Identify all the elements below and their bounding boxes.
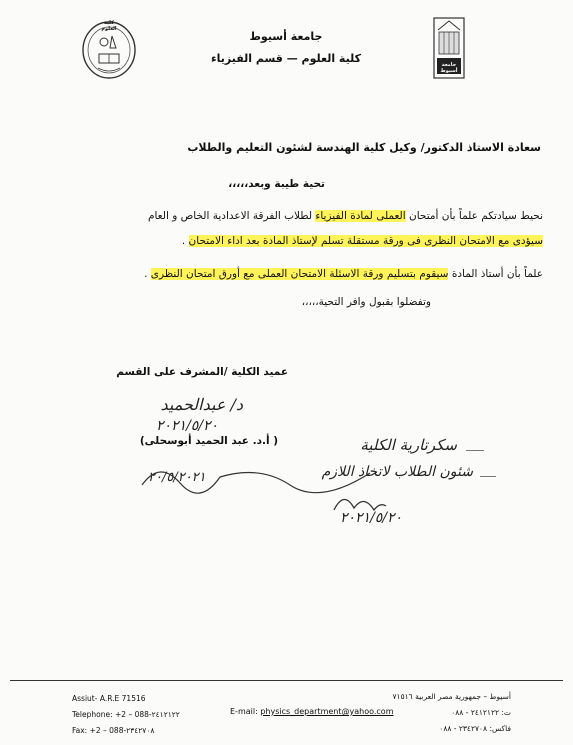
email-label: E-mail: <box>230 707 258 716</box>
p2-start: علماً بأن أستاذ المادة <box>448 268 543 280</box>
note-line-1-dash <box>466 450 484 451</box>
note-line-3: ٢٠٢١/٥/٢٠ <box>340 510 403 526</box>
footer-fax-en: Fax: +2 – 088-٢٣٤٢٧٠٨ <box>72 726 155 735</box>
signatory-name: ( أ.د. عبد الحميد أبوسحلى) <box>139 435 278 447</box>
addressee-line: سعادة الاستاذ الدكتور/ وكيل كلية الهندسة لشئون التعليم والطلاب <box>187 141 541 154</box>
email-link[interactable]: physics_department@yahoo.com <box>260 707 394 716</box>
note-line-2-dash <box>480 476 496 477</box>
handwritten-signature-name: د/ عبدالحميد <box>160 395 243 414</box>
p1-line1-start: نحيط سيادتكم علماً بأن أمتحان <box>405 210 543 222</box>
footer-address-en: Assiut- A.R.E 71516 <box>72 694 146 703</box>
footer-telephone-en: Telephone: +2 – 088-٢٤١٢١٢٢ <box>72 710 180 719</box>
p2-highlight: سيقوم بتسليم ورقة الاسئلة الامتحان العملى مع أورق امتحان النظرى <box>150 268 449 280</box>
note-left-date: ٢٠/٥/٢٠٢١ <box>148 470 206 485</box>
note-line-1: سكرتارية الكلية <box>360 436 457 454</box>
footer-email <box>230 707 393 716</box>
p1-line2-highlight: سيؤدى مع الامتحان النظرى فى ورقة مستقلة تسلم لإستاذ المادة بعد اداء الامتحان <box>188 235 543 247</box>
university-logo <box>432 16 466 80</box>
university-logo-label: جامعة أسيوط <box>440 62 458 74</box>
p1-line1-end: لطلاب الفرقة الاعدادية الخاص و العام <box>147 210 316 222</box>
closing-line: وتفضلوا بقبول وافر التحية،،،،، <box>301 296 431 308</box>
signature-title: عميد الكلية /المشرف على القسم <box>116 366 288 378</box>
handwritten-signature-date: ٢٠٢١/٥/٢٠ <box>156 418 219 434</box>
p2-end: . <box>144 268 151 280</box>
footer-divider <box>10 680 563 681</box>
paragraph-2 <box>144 268 543 280</box>
faculty-logo <box>80 18 138 80</box>
university-name: جامعة أسيوط <box>249 30 323 43</box>
footer-fax-ar: فاكس: ٢٣٤٢٧٠٨ - ٠٨٨ <box>439 724 511 733</box>
p1-line2-end: . <box>181 235 189 247</box>
faculty-logo-label: كلية العلوم <box>101 20 117 32</box>
footer-telephone-ar: ت: ٢٤١٢١٢٢ - ٠٨٨ <box>451 708 511 717</box>
paragraph-1-line-1 <box>148 210 543 222</box>
note-line-2: شئون الطلاب لاتخاذ اللازم <box>321 464 473 480</box>
p1-line1-highlight: العملى لمادة الفيزياء <box>315 210 406 222</box>
paragraph-1-line-2 <box>182 235 543 247</box>
greeting-line: تحية طيبة وبعد،،،،، <box>228 178 325 190</box>
footer-address-ar: أسيوط – جمهورية مصر العربية ٧١٥١٦ <box>392 692 511 701</box>
faculty-department: كلية العلوم — قسم الفيزياء <box>211 52 361 65</box>
